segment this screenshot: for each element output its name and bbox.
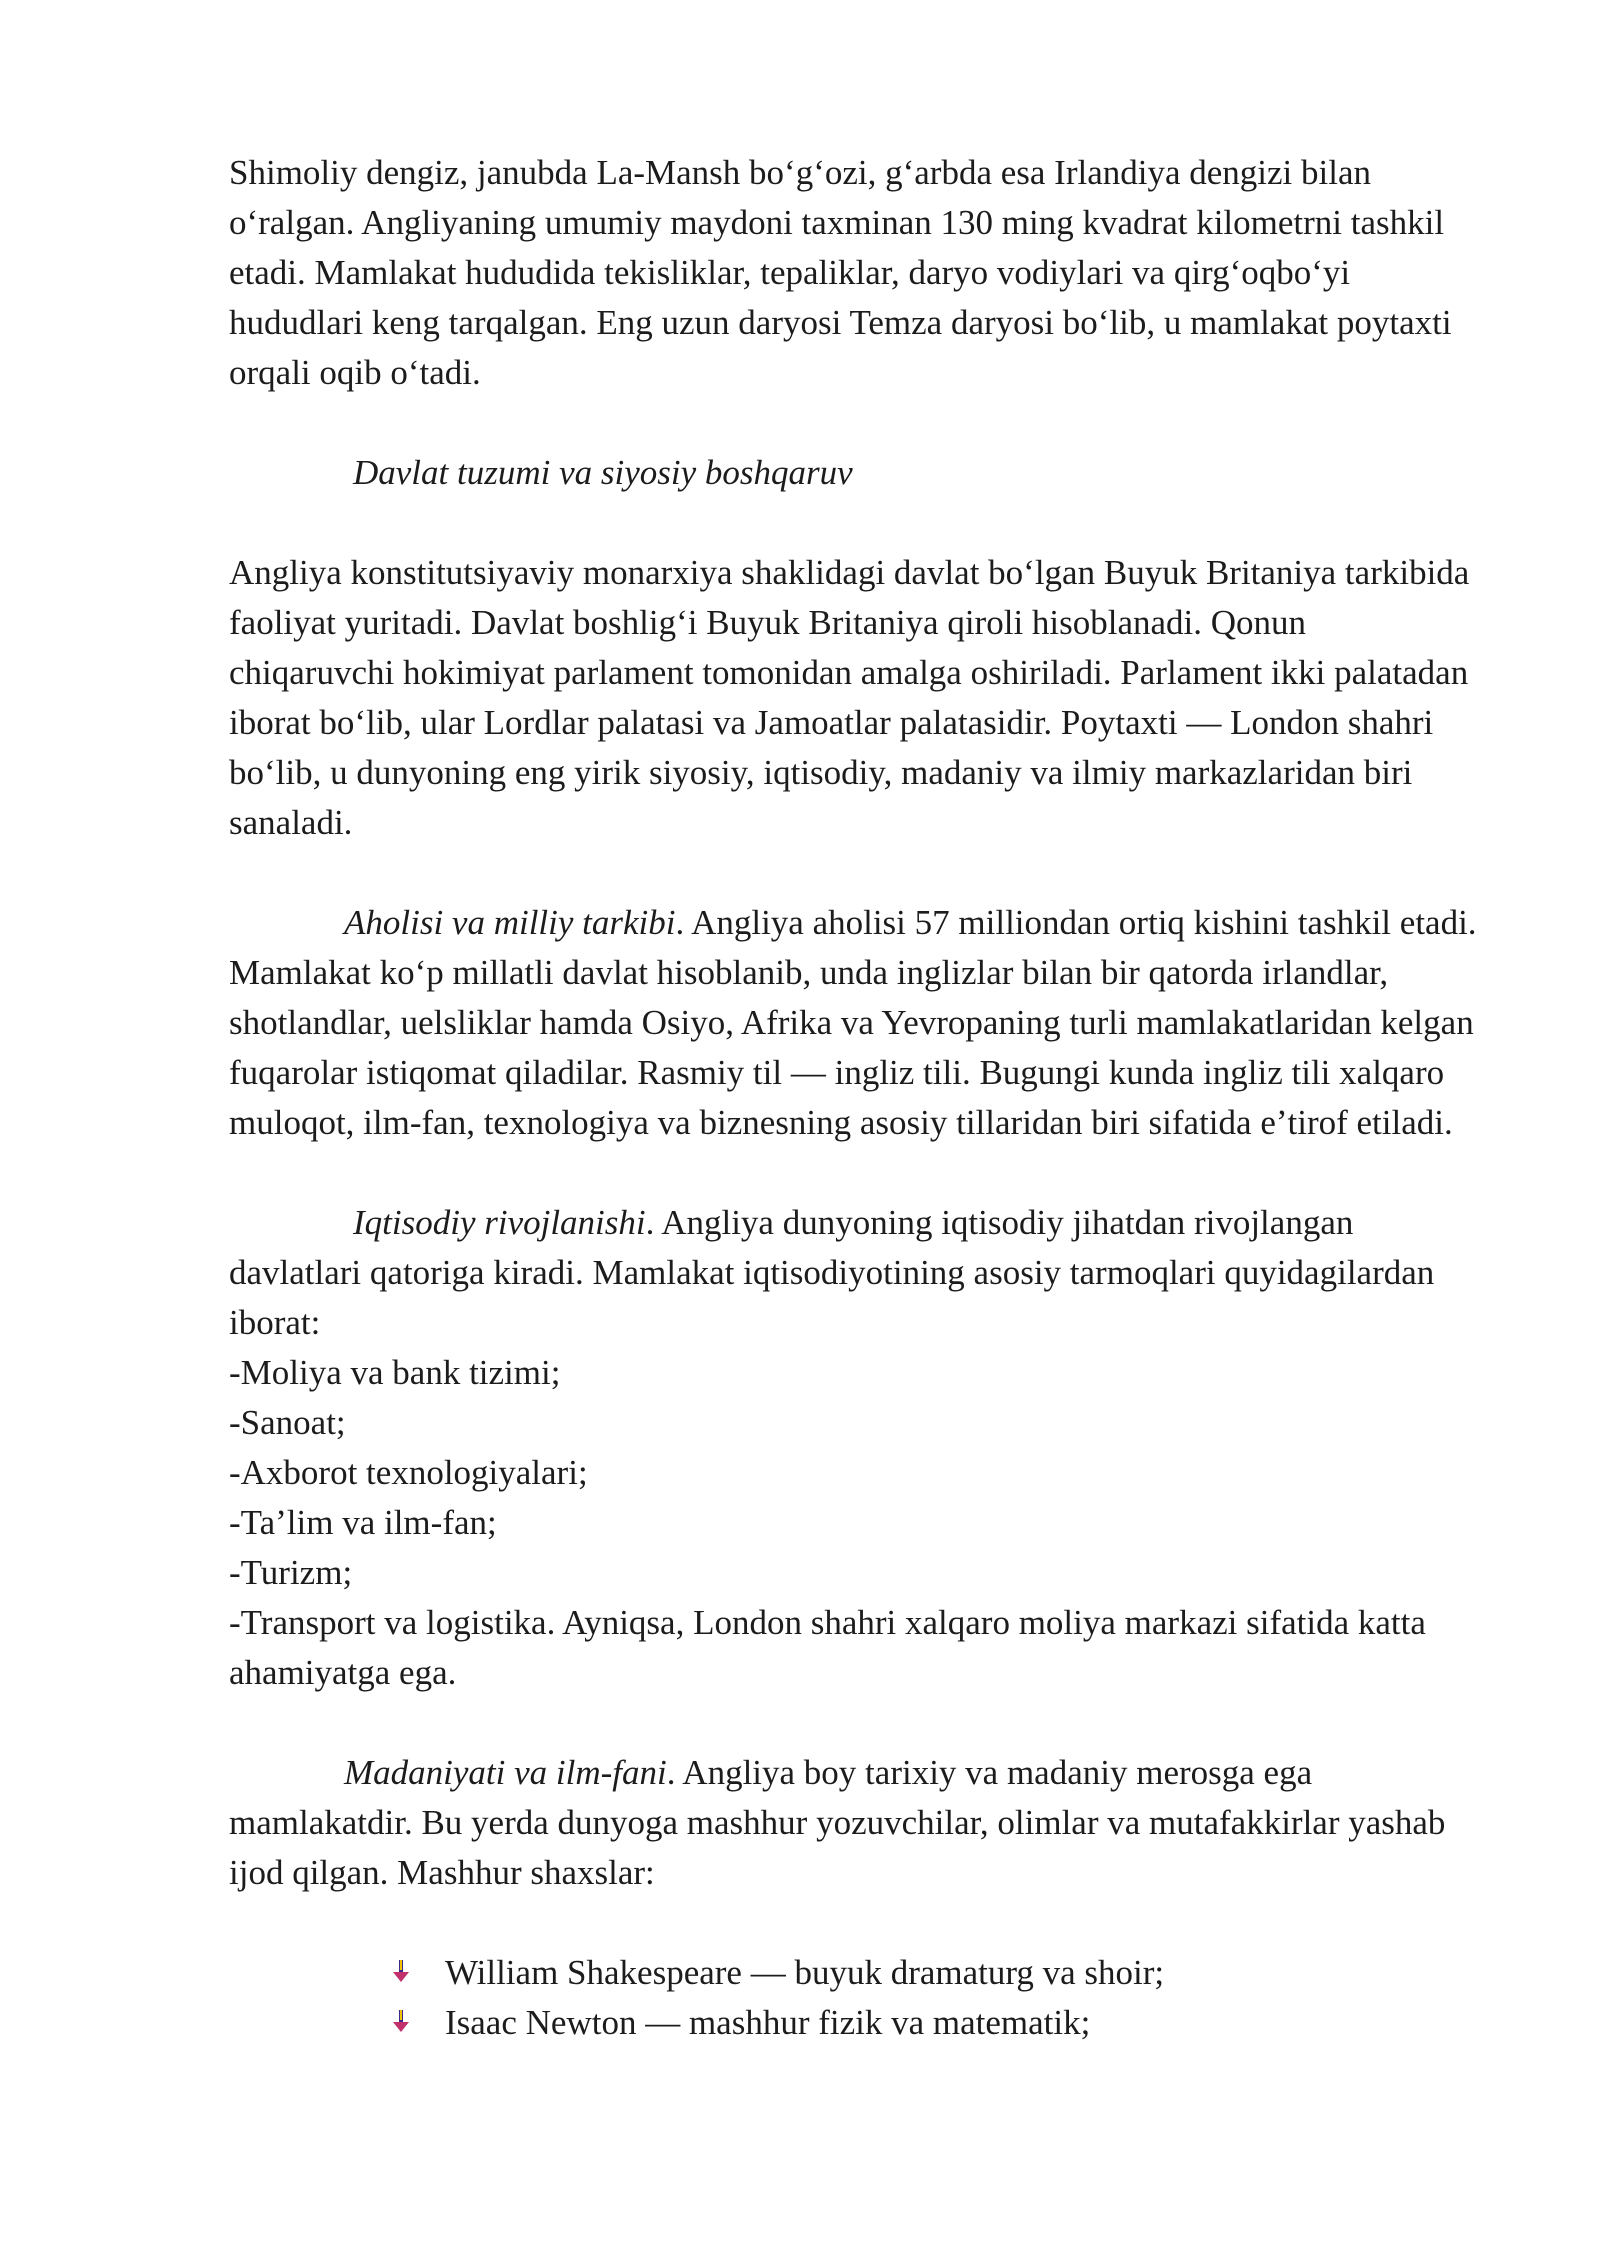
culture-paragraph: [229, 1748, 1479, 1898]
document-body: [229, 148, 1479, 2048]
list-item-text: William Shakespeare — buyuk dramaturg va shoir;: [445, 1953, 1165, 1992]
culture-text: . Angliya boy tarixiy va madaniy merosga ega mamlakatdir. Bu yerda dunyoga mashhur yozuvchilar, olimlar va mutafakkirlar yashab ijod qilgan. Mashhur shaxslar:: [229, 1753, 1446, 1892]
economy-paragraph: [229, 1198, 1479, 1348]
arrow-down-bullet-icon: [389, 2006, 423, 2040]
economy-item: -Taʼlim va ilm-fan;: [229, 1503, 497, 1542]
arrow-down-bullet-icon: [389, 1956, 423, 1990]
economy-text: . Angliya dunyoning iqtisodiy jihatdan rivojlangan davlatlari qatoriga kiradi. Mamlakat iqtisodiyotining asosiy tarmoqlari quyidagilardan iborat:: [229, 1203, 1435, 1342]
economy-item: -Transport va logistika. Ayniqsa, London shahri xalqaro moliya markazi sifatida katta ahamiyatga ega.: [229, 1603, 1426, 1692]
culture-title: Madaniyati va ilm-fani: [344, 1753, 667, 1792]
famous-people-list: [229, 1948, 1479, 2048]
list-item-text: Isaac Newton — mashhur fizik va matematik;: [445, 2003, 1091, 2042]
population-title: Aholisi va milliy tarkibi: [344, 903, 676, 942]
list-item: [389, 1998, 1479, 2048]
economy-item: -Turizm;: [229, 1553, 353, 1592]
government-paragraph: Angliya konstitutsiyaviy monarxiya shaklidagi davlat boʻlgan Buyuk Britaniya tarkibida faoliyat yuritadi. Davlat boshligʻi Buyuk Britaniya qiroli hisoblanadi. Qonun chiqaruvchi hokimiyat parlament tomonidan amalga oshiriladi. Parlament ikki palatadan iborat boʻlib, ular Lordlar palatasi va Jamoatlar palatasidir. Poytaxti — London shahri boʻlib, u dunyoning eng yirik siyosiy, iqtisodiy, madaniy va ilmiy markazlaridan biri sanaladi.: [229, 553, 1470, 842]
population-text: . Angliya aholisi 57 milliondan ortiq kishini tashkil etadi. Mamlakat koʻp millatli davlat hisoblanib, unda inglizlar bilan bir qatorda irlandlar, shotlandlar, uelsliklar hamda Osiyo, Afrika va Yevropaning turli mamlakatlaridan kelgan fuqarolar istiqomat qiladilar. Rasmiy til — ingliz tili. Bugungi kunda ingliz tili xalqaro muloqot, ilm-fan, texnologiya va biznesning asosiy tillaridan biri sifatida eʼtirof etiladi.: [229, 903, 1477, 1142]
economy-item: -Moliya va bank tizimi;: [229, 1353, 561, 1392]
intro-paragraph: Shimoliy dengiz, janubda La-Mansh boʻgʻozi, gʻarbda esa Irlandiya dengizi bilan oʻralgan. Angliyaning umumiy maydoni taxminan 130 ming kvadrat kilometrni tashkil etadi. Mamlakat hududida tekisliklar, tepaliklar, daryo vodiylari va qirgʻoqboʻyi hududlari keng tarqalgan. Eng uzun daryosi Temza daryosi boʻlib, u mamlakat poytaxti orqali oqib oʻtadi.: [229, 153, 1452, 392]
population-paragraph: [229, 898, 1479, 1148]
economy-title: Iqtisodiy rivojlanishi: [353, 1203, 646, 1242]
economy-item: -Sanoat;: [229, 1403, 346, 1442]
economy-item: -Axborot texnologiyalari;: [229, 1453, 588, 1492]
list-item: [389, 1948, 1479, 1998]
government-heading: Davlat tuzumi va siyosiy boshqaruv: [353, 453, 853, 492]
